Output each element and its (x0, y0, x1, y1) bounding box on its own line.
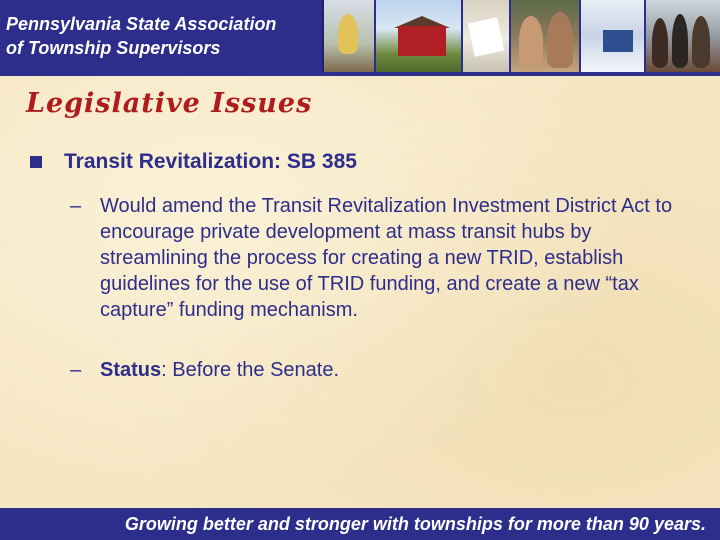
square-bullet-icon (30, 156, 42, 168)
main-bullet (30, 150, 357, 174)
header-banner (0, 0, 720, 76)
photo-people-meeting (511, 0, 579, 72)
org-name-line2: of Township Supervisors (6, 38, 221, 58)
organization-name (6, 12, 276, 60)
sub-bullet-status (70, 357, 700, 383)
slide-title: Legislative Issues (26, 88, 313, 119)
status-line (100, 357, 700, 383)
description-text: Would amend the Transit Revitalization Investment District Act to encourage private development at mass transit hubs by streamlining the process for creating a new TRID, establish guidelines for the use of TRID funding, and create a new “tax capture” funding mechanism. (100, 195, 673, 321)
bullet-text: Transit Revitalization: SB 385 (64, 150, 357, 173)
dash-marker: – (70, 195, 82, 217)
dash-marker: – (70, 359, 82, 381)
footer-banner (0, 508, 720, 540)
photo-firefighters (646, 0, 720, 72)
photo-child-playground (324, 0, 374, 72)
photo-snowplow (581, 0, 645, 72)
photo-document-writing (463, 0, 509, 72)
photo-collage (322, 0, 720, 72)
status-value: : Before the Senate. (161, 359, 340, 381)
org-name-line1: Pennsylvania State Association (6, 14, 277, 34)
footer-tagline: Growing better and stronger with townships for more than 90 years. (124, 514, 706, 534)
status-label: Status (100, 359, 162, 381)
photo-red-barn (376, 0, 462, 72)
sub-bullet-description (70, 193, 700, 323)
